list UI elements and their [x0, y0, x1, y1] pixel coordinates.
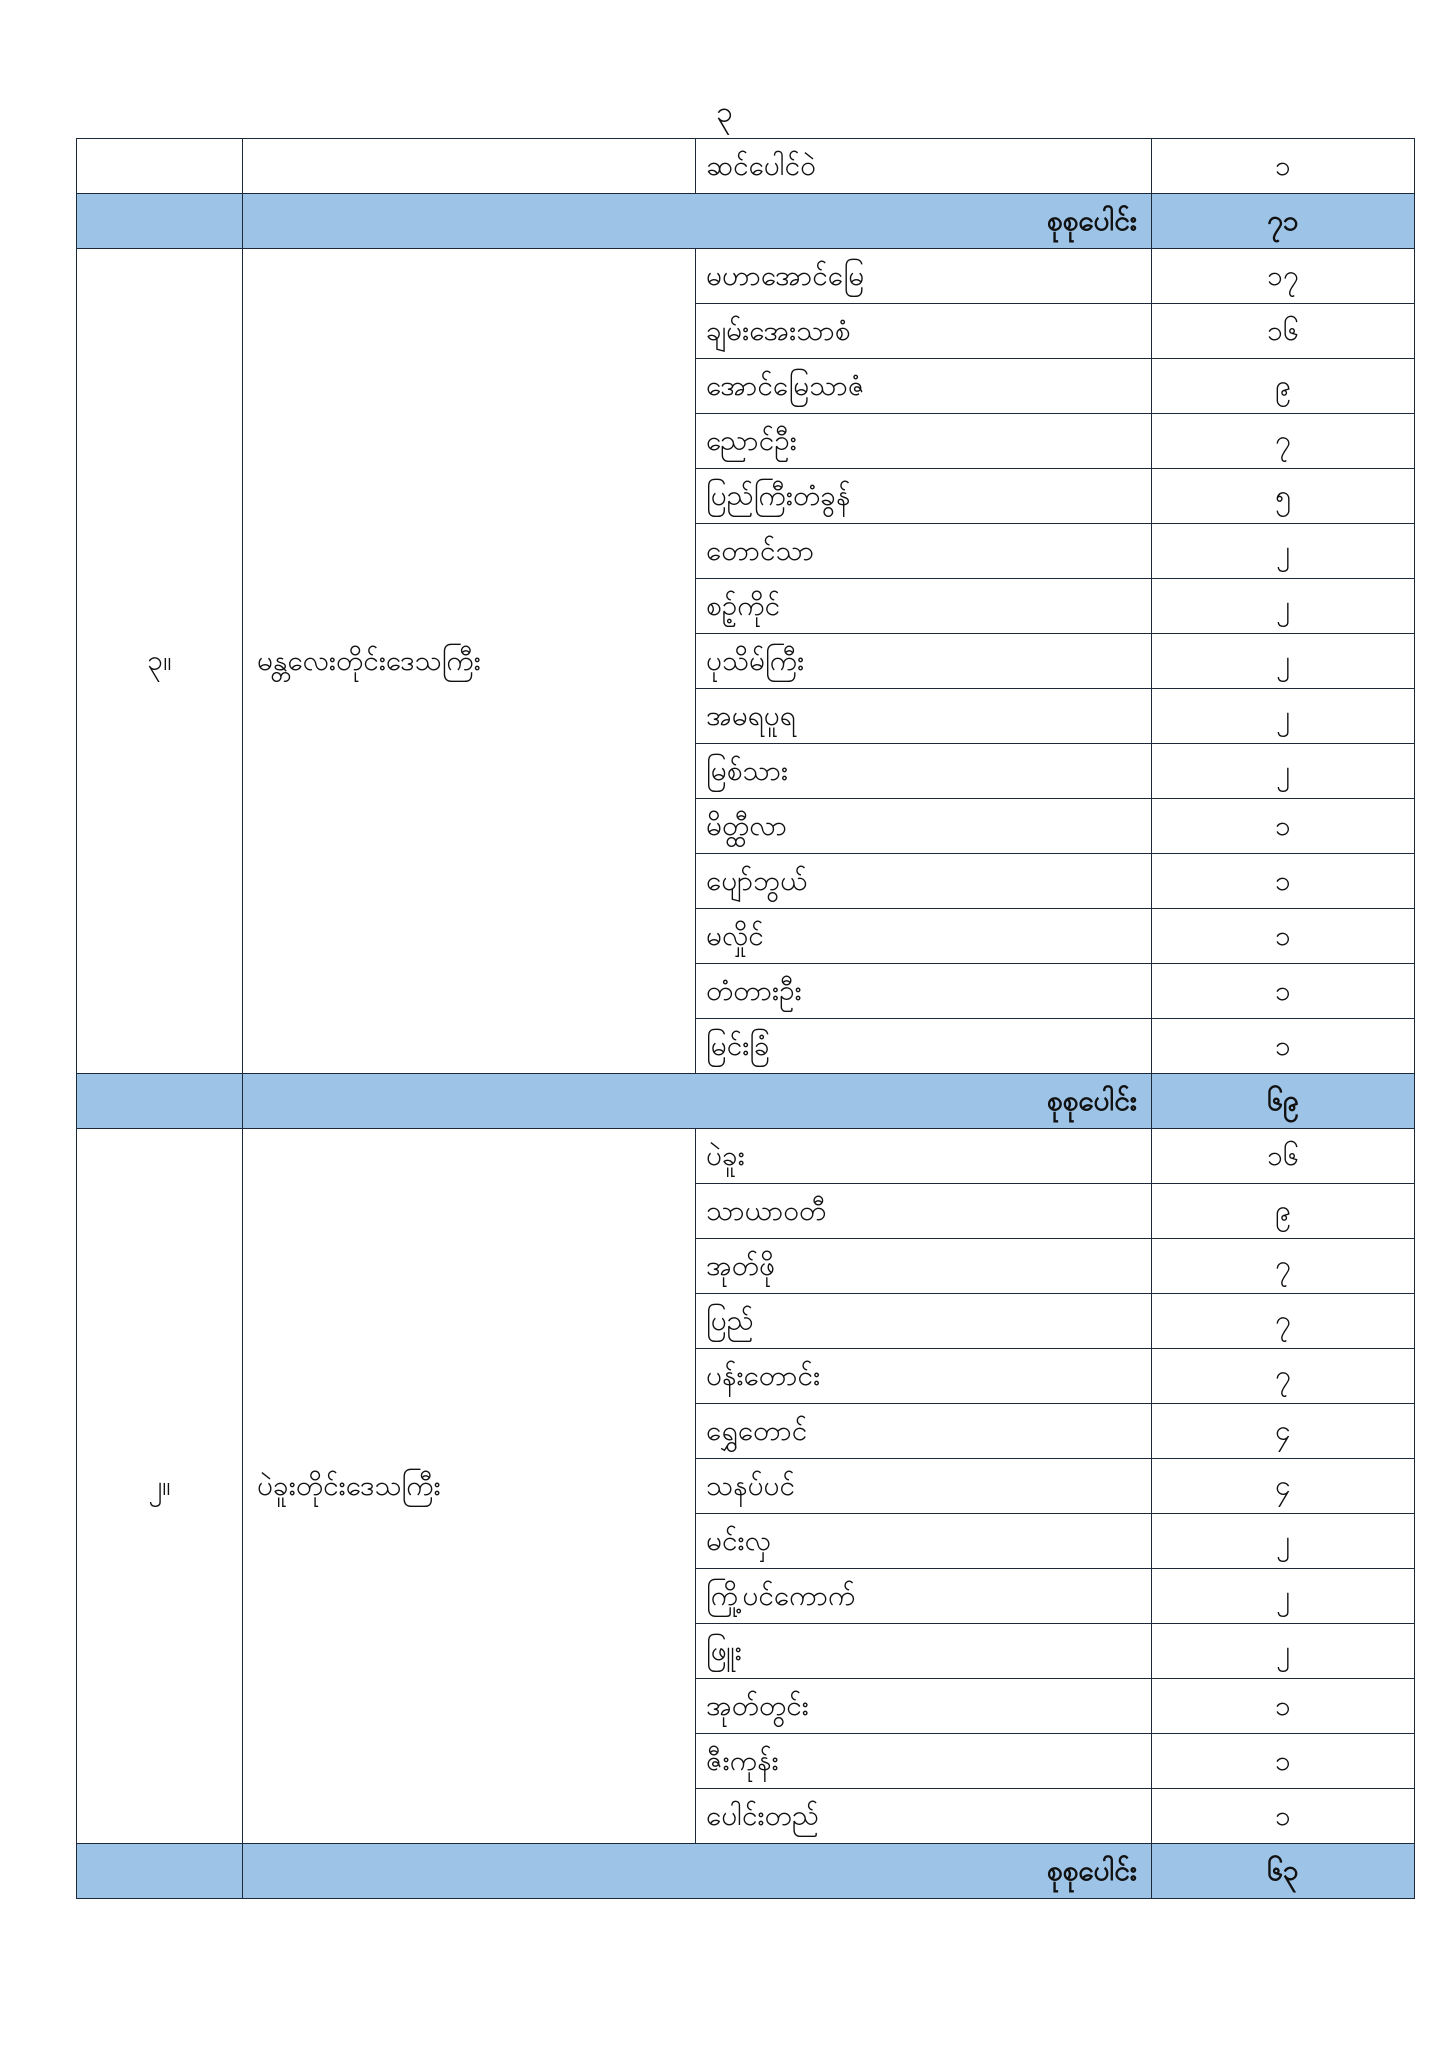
- count-cell: ၉: [1152, 359, 1415, 414]
- count-cell: ၇: [1152, 1294, 1415, 1349]
- count-cell: ၄: [1152, 1459, 1415, 1514]
- count-cell: ၁: [1152, 909, 1415, 964]
- count-cell: ၂: [1152, 524, 1415, 579]
- township-cell: အုတ်ဖို: [696, 1239, 1152, 1294]
- no-cell: [77, 139, 243, 194]
- township-cell: ပုသိမ်ကြီး: [696, 634, 1152, 689]
- count-cell: ၉: [1152, 1184, 1415, 1239]
- township-cell: ဇီးကုန်း: [696, 1734, 1152, 1789]
- township-cell: ဖြူး: [696, 1624, 1152, 1679]
- count-cell: ၁: [1152, 1734, 1415, 1789]
- township-cell: ညောင်ဦး: [696, 414, 1152, 469]
- region-name: မန္တလေးတိုင်းဒေသကြီး: [243, 249, 696, 1074]
- township-cell: မိတ္ထီလာ: [696, 799, 1152, 854]
- count-cell: ၂: [1152, 1514, 1415, 1569]
- township-cell: ပျော်ဘွယ်: [696, 854, 1152, 909]
- count-cell: ၁: [1152, 1679, 1415, 1734]
- township-cell: မြစ်သား: [696, 744, 1152, 799]
- count-cell: ၇: [1152, 1239, 1415, 1294]
- total-row: [77, 194, 1415, 249]
- page-number: ၃: [716, 95, 733, 130]
- count-cell: ၄: [1152, 1404, 1415, 1459]
- township-cell: ပေါင်းတည်: [696, 1789, 1152, 1844]
- total-row: [77, 1844, 1415, 1899]
- count-cell: ၁: [1152, 799, 1415, 854]
- count-cell: ၇: [1152, 1349, 1415, 1404]
- township-table: [76, 138, 1415, 1899]
- region-cell: [243, 139, 696, 194]
- township-cell: သနပ်ပင်: [696, 1459, 1152, 1514]
- township-cell: ရွှေတောင်: [696, 1404, 1152, 1459]
- no-cell: [77, 194, 243, 249]
- township-cell: ပဲခူး: [696, 1129, 1152, 1184]
- total-value: ၆၃: [1152, 1844, 1415, 1899]
- total-label: စုစုပေါင်း: [243, 1074, 1152, 1129]
- count-cell: ၁၇: [1152, 249, 1415, 304]
- township-cell: မင်းလှ: [696, 1514, 1152, 1569]
- count-cell: ၂: [1152, 1624, 1415, 1679]
- township-cell: ပြည်ကြီးတံခွန်: [696, 469, 1152, 524]
- section-number: ၂။: [77, 1129, 243, 1844]
- region-name: ပဲခူးတိုင်းဒေသကြီး: [243, 1129, 696, 1844]
- count-cell: ၁: [1152, 1789, 1415, 1844]
- count-cell: ၂: [1152, 634, 1415, 689]
- count-cell: ၁: [1152, 964, 1415, 1019]
- township-cell: တောင်သာ: [696, 524, 1152, 579]
- township-cell: အောင်မြေသာဇံ: [696, 359, 1152, 414]
- table-row: [77, 1129, 1415, 1184]
- township-cell: သာယာဝတီ: [696, 1184, 1152, 1239]
- township-cell: အမရပူရ: [696, 689, 1152, 744]
- township-cell: မလှိုင်: [696, 909, 1152, 964]
- count-cell: ၁: [1152, 139, 1415, 194]
- count-cell: ၂: [1152, 744, 1415, 799]
- table-row: [77, 249, 1415, 304]
- township-cell: အုတ်တွင်း: [696, 1679, 1152, 1734]
- count-cell: ၁: [1152, 854, 1415, 909]
- township-cell: စဉ့်ကိုင်: [696, 579, 1152, 634]
- township-cell: တံတားဦး: [696, 964, 1152, 1019]
- count-cell: ၇: [1152, 414, 1415, 469]
- township-cell: မြင်းခြံ: [696, 1019, 1152, 1074]
- count-cell: ၂: [1152, 689, 1415, 744]
- total-value: ၇၁: [1152, 194, 1415, 249]
- table-row: [77, 139, 1415, 194]
- section-number: ၃။: [77, 249, 243, 1074]
- count-cell: ၁၆: [1152, 304, 1415, 359]
- total-label: စုစုပေါင်း: [243, 194, 1152, 249]
- township-cell: ပန်းတောင်း: [696, 1349, 1152, 1404]
- township-cell: ပြည်: [696, 1294, 1152, 1349]
- total-value: ၆၉: [1152, 1074, 1415, 1129]
- count-cell: ၁: [1152, 1019, 1415, 1074]
- township-cell: ကြို့ပင်ကောက်: [696, 1569, 1152, 1624]
- count-cell: ၂: [1152, 1569, 1415, 1624]
- count-cell: ၁၆: [1152, 1129, 1415, 1184]
- township-cell: ဆင်ပေါင်ဝဲ: [696, 139, 1152, 194]
- no-cell: [77, 1844, 243, 1899]
- township-cell: ချမ်းအေးသာစံ: [696, 304, 1152, 359]
- count-cell: ၂: [1152, 579, 1415, 634]
- total-label: စုစုပေါင်း: [243, 1844, 1152, 1899]
- township-cell: မဟာအောင်မြေ: [696, 249, 1152, 304]
- count-cell: ၅: [1152, 469, 1415, 524]
- no-cell: [77, 1074, 243, 1129]
- total-row: [77, 1074, 1415, 1129]
